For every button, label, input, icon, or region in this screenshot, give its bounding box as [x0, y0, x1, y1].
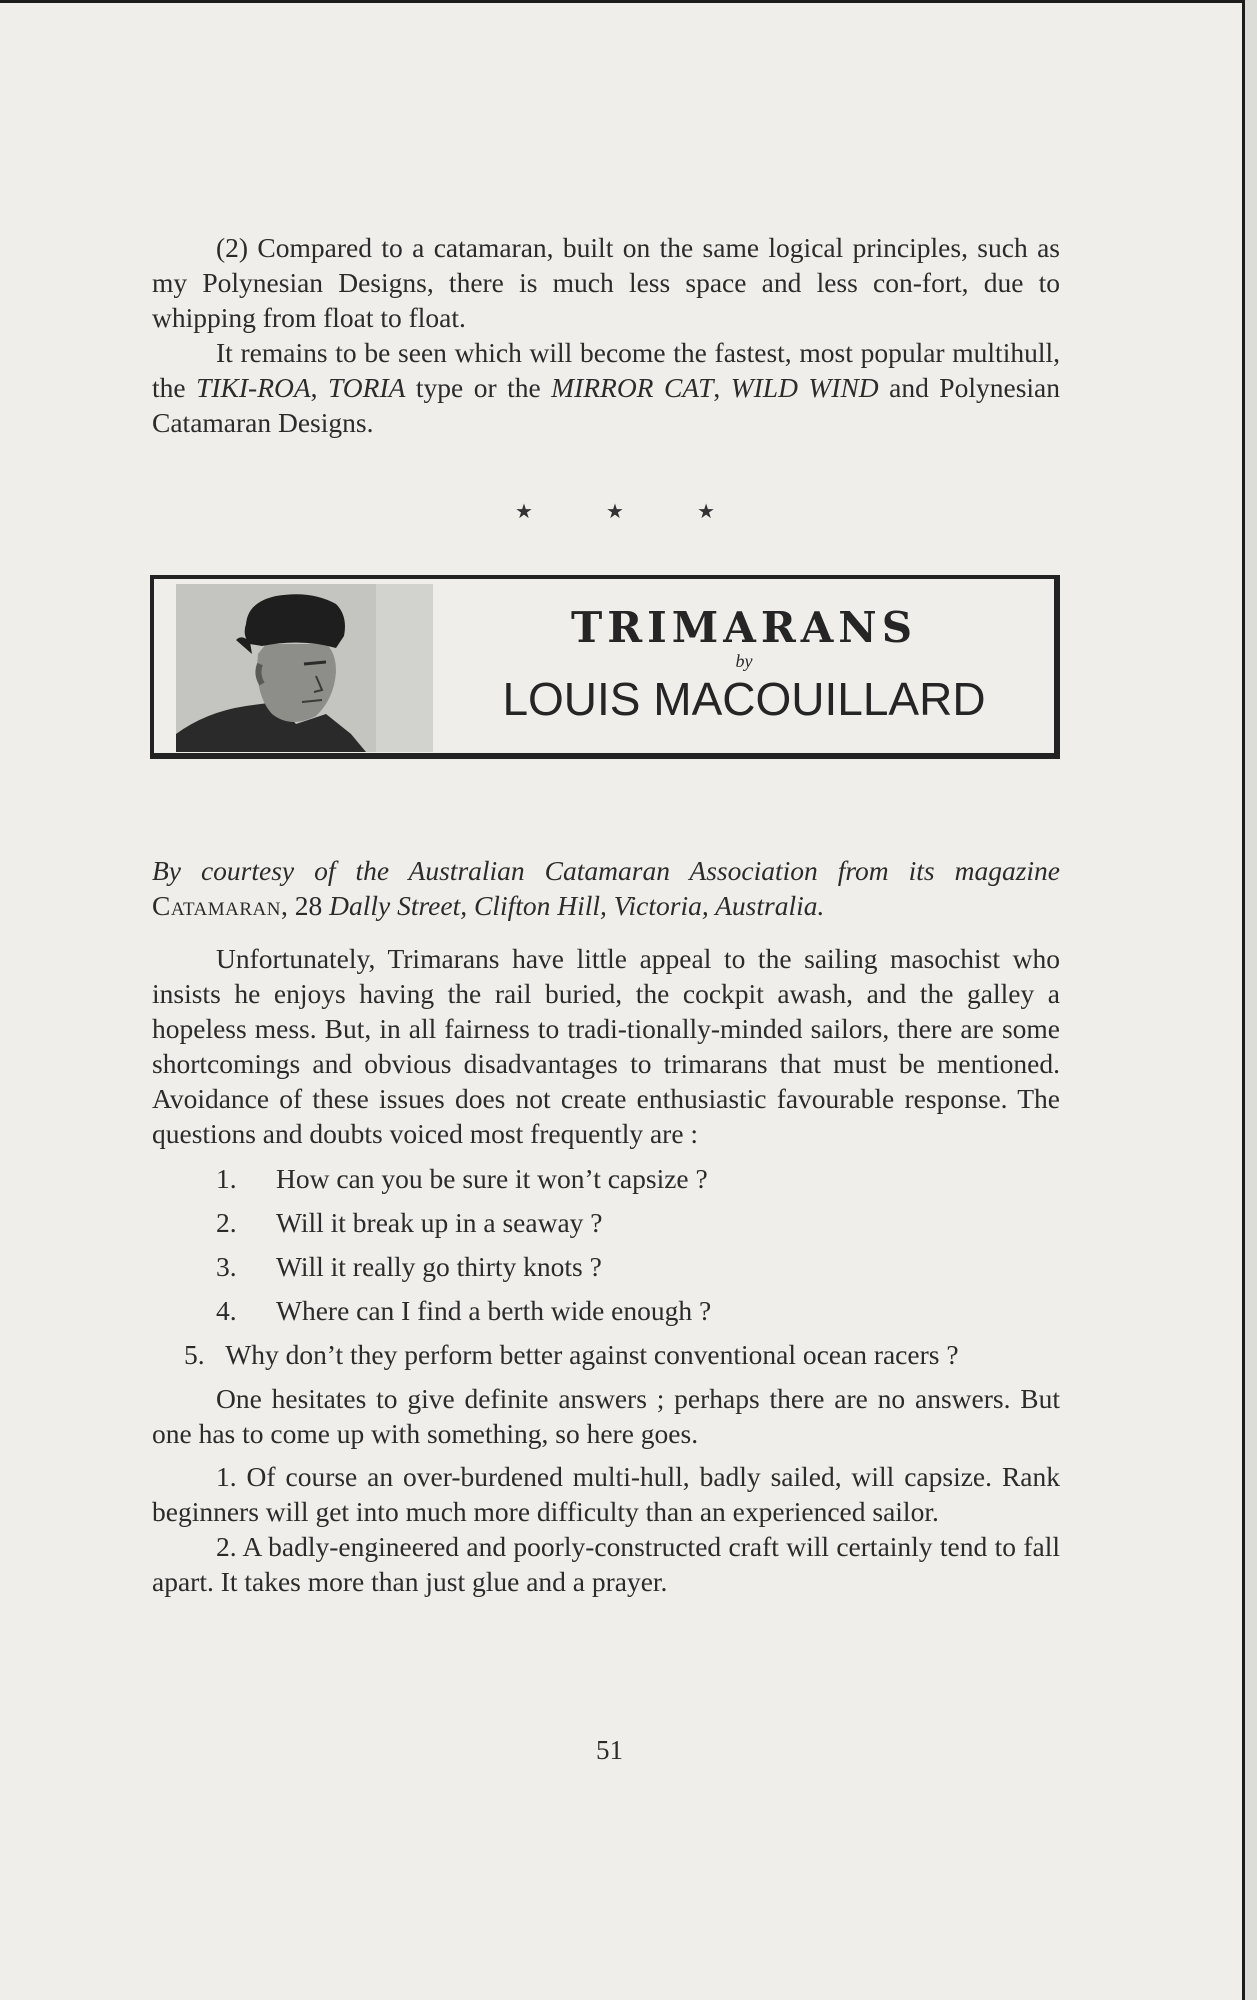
article-title-box — [150, 575, 1060, 759]
article-body — [152, 941, 1060, 1599]
portrait-photo — [176, 584, 433, 752]
courtesy-note — [152, 853, 1060, 923]
author-portrait — [176, 584, 433, 752]
boat-name: TIKI-ROA — [196, 372, 311, 403]
answer-paragraph: 1. Of course an over-burdened multi-hull, badly sailed, will capsize. Rank beginners will get into much more difficulty than an experienced sailor. — [152, 1461, 1060, 1527]
magazine-name: Catamaran — [152, 890, 281, 921]
author-name: LOUIS MACOUILLARD — [502, 673, 986, 725]
boat-name: MIRROR CAT — [551, 372, 714, 403]
courtesy-line: By courtesy of the Australian Catamaran Association from its magazine — [152, 855, 1060, 886]
courtesy-text: By courtesy of the Australian Catamaran Association from its magazine Catamaran, 28 Dally Street, Clifton Hill, Victoria, Australia. — [152, 855, 1060, 921]
intro-paragraph: Unfortunately, Trimarans have little appeal to the sailing masochist who insists he enjoys having the rail buried, the cockpit awash, and the galley a hopeless mess. But, in all fairness to tradi-tionally-minded sailors, there are some shortcomings and obvious disadvantages to trimarans that must be mentioned. Avoidance of these issues does not create enthusiastic favourable response. The questions and doubts voiced most frequently are : — [152, 943, 1060, 1149]
boat-name: TORIA — [328, 372, 406, 403]
answer-paragraph: 2. A badly-engineered and poorly-constructed craft will certainly tend to fall apart. It takes more than just glue and a prayer. — [152, 1531, 1060, 1597]
star-icon: ★ — [515, 499, 533, 523]
star-icon: ★ — [697, 499, 715, 523]
page-number: 51 — [596, 1735, 623, 1765]
answers-intro: One hesitates to give definite answers ; perhaps there are no answers. But one has to come up with something, so here goes. — [152, 1383, 1060, 1449]
list-item: 1. How can you be sure it won’t capsize ? — [216, 1163, 708, 1194]
star-icon: ★ — [606, 499, 624, 523]
section-separator — [515, 499, 715, 523]
paragraph-compared: (2) Compared to a catamaran, built on the same logical principles, such as my Polynesian Designs, there is much less space and less con-fort, due to whipping from float to float. — [152, 232, 1060, 333]
list-item: 4. Where can I find a berth wide enough ? — [216, 1295, 712, 1326]
list-item: 3. Will it really go thirty knots ? — [216, 1251, 602, 1282]
top-text — [152, 230, 1060, 440]
magazine-address: Dally Street, Clifton Hill, Victoria, Australia. — [329, 890, 825, 921]
paragraph-multihull: It remains to be seen which will become the fastest, most popular multihull, the TIKI-ROA, TORIA type or the MIRROR CAT, WILD WIND and Polynesian Catamaran Designs. — [152, 337, 1061, 438]
byline: by — [735, 651, 753, 671]
questions-list — [152, 1161, 1060, 1372]
list-item: 5. Why don’t they perform better against conventional ocean racers ? — [184, 1339, 959, 1370]
article-title: TRIMARANS — [570, 603, 918, 652]
title-block — [444, 605, 1044, 725]
list-item: 2. Will it break up in a seaway ? — [216, 1207, 603, 1238]
boat-name: WILD WIND — [730, 372, 879, 403]
